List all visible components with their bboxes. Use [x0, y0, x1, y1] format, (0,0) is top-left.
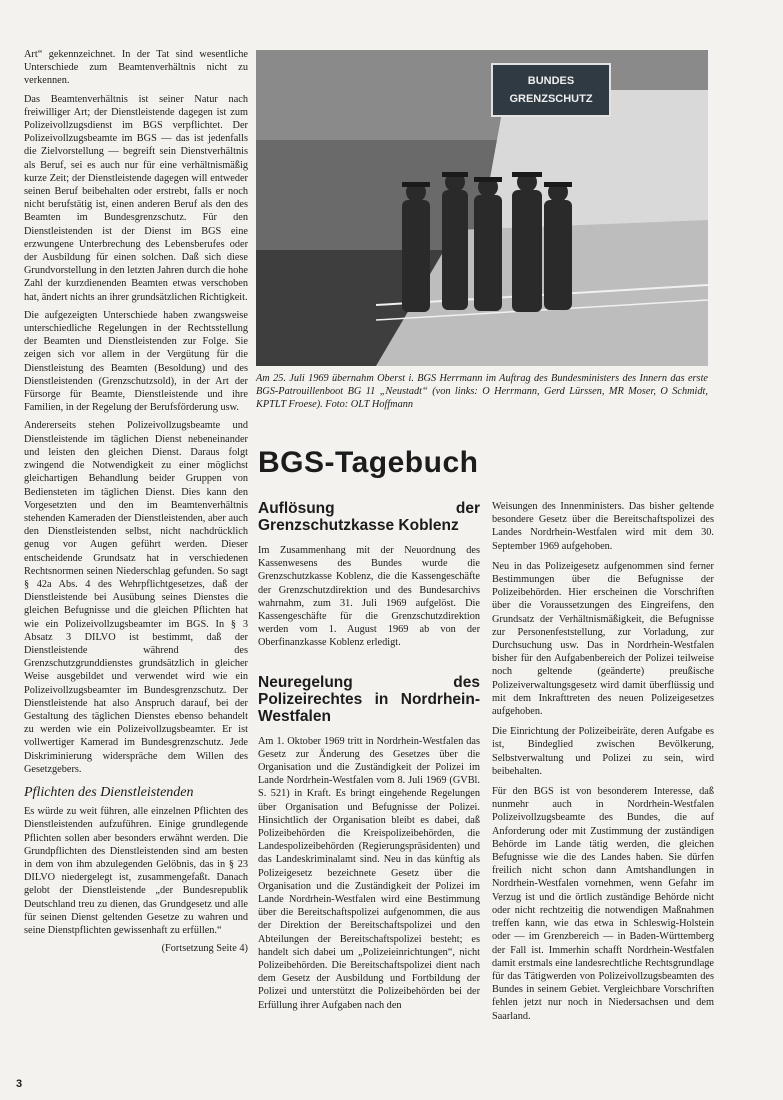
right-column: [492, 500, 714, 1030]
boat-photo: [256, 50, 708, 366]
article-paragraph: Für den BGS ist von besonderem Interesse, daß nunmehr auch in Nordrhein-Westfalen Polizeivollzugsbeamte des Bundes, die auf Anforderung oder mit Zustimmung der zuständigen Behörde im Lande tätig werden, die gleichen Befugnisse wie die des Landes haben. Sie dürfen freilich nicht schon dann Amtshandlungen in Nordrhein-Westfalen vornehmen, wenn Gefahr im Verzug ist und die örtlich zuständige Behörde nicht oder nicht rechtzeitig die notwendigen Maßnahmen treffen kann, wie das etwa in Schleswig-Holstein oder — im Grenzbereich — in Baden-Württemberg der Fall ist. Immerhin schafft Nordrhein-Westfalen damit erstmals eine landesrechtliche Rechtsgrundlage für das Tätigwerden von Polizeivollzugsbeamten des Bundes in seinem Gebiet. Vergleichbare Vorschriften fehlen jetzt nur noch in Niedersachsen und dem Saarland.: [492, 786, 714, 1022]
left-paragraph: Die aufgezeigten Unterschiede haben zwangsweise unterschiedliche Regelungen in der Rechtsstellung der Beamten und Dienstleistenden zur Folge. Sie zeigen sich vor allem in der Vergütung für die Dienstleistung des Beamten (Besoldung) und des Dienstleistenden (Grenzschutzsold), in der Art der Fürsorge für Beamte, Dienstleistende und ihre Familien, in der Regelung der Berufsförderung usw.: [24, 309, 248, 414]
article-paragraph: Die Einrichtung der Polizeibeiräte, deren Aufgabe es ist, Bindeglied zwischen Bevölkerung, Selbstverwaltung und Polizei zu sein, wird beibehalten.: [492, 726, 714, 777]
article-paragraph: Neu in das Polizeigesetz aufgenommen sind ferner Bestimmungen über die Befugnisse der Polizeibehörden. Hier erscheinen die Vorschriften über die Voraussetzungen des Eingreifens, den Grundsatz der Verhältnismäßigkeit, die Befugnisse zur Personenfeststellung, zur Vorladung, zur Durchsuchung usw. Das in Nordrhein-Westfalen bisher für den Aufgabenbereich der Polizei teilweise noch geltende (geänderte) preußische Polizeiverwaltungsgesetz wird damit überflüssig und mit dem Inkrafttreten des neuen Polizeigesetzes aufgehoben.: [492, 560, 714, 718]
page-number: 3: [16, 1078, 23, 1090]
middle-column: [258, 500, 480, 1019]
left-paragraph: Art“ gekennzeichnet. In der Tat sind wesentliche Unterschiede zum Beamtenverhältnis nicht zu verkennen.: [24, 49, 248, 87]
boat-sign-line2: GRENZSCHUTZ: [509, 93, 593, 105]
left-paragraph: Andererseits stehen Polizeivollzugsbeamte und Dienstleistende im täglichen Dienst nebeneinander und leisten den gleichen Dienst. Daraus folgt zwingend die Notwendigkeit zu einer möglichst gleichartigen Behandlung beider Gruppen von Bediensteten im täglichen Dienst. Dies kann den Vorgesetzten und den im Beamtenverhältnis stehenden Kameraden der Dienstleistenden, aber auch den Dienstleistenden selbst, nicht nachdrücklich genug vor Augen geführt werden. Dieser entscheidende Grundsatz hat in verschiedenen Rechtsnormen seinen Niederschlag gefunden. So sagt § 42a Abs. 4 des Wehrpflichtgesetzes, daß der Dienstleistende bei Ausübung seines Dienstes die gleichen Befugnisse und die gleichen Pflichten hat wie ein Polizeivollzugsbeamter im BGS. In § 3 Absatz 3 DILVO ist bestimmt, daß der Dienstleistende während des Grenzschutzgrunddienstes grundsätzlich in gleicher Weise ausgebildet und verwendet wird wie ein Polizeivollzugsbeamter im Bundesgrenzschutz. Der Dienstleistende hat also Anspruch darauf, bei der Gestaltung des täglichen Dienstes ebenso behandelt zu werden wie ein Polizeivollzugsbeamter. Er ist vollwertiger Kamerad im Bundesgrenzschutz. Jede Diskriminierung widerspräche dem Willen des Gesetzgebers.: [24, 420, 248, 775]
left-paragraph: Es würde zu weit führen, alle einzelnen Pflichten des Dienstleistenden aufzuführen. Einige grundlegende Pflichten sollen aber besonders erwähnt werden. Die Grundpflichten des Dienstleistenden sind am besten in dem von ihm abzulegenden Gelöbnis, das in § 23 DILVO niedergelegt ist, zusammengefaßt. Danach gelobt der Dienstleistende „der Bundesrepublik Deutschland treu zu dienen, das Grundgesetz und alle für seinen Dienst geltenden Gesetze zu wahren und seine Dienstpflichten gewissenhaft zu erfüllen.“: [24, 806, 248, 936]
left-paragraph: Das Beamtenverhältnis ist seiner Natur nach freiwilliger Art; der Dienstleistende dagegen ist zum Polizeivollzugsdienst im BGS verpflichtet. Der Polizeivollzugsbeamte im BGS — das ist jedenfalls die Zielvorstellung — begreift sein Dienstverhältnis als Beruf, sei es auch nur für eine verhältnismäßig kurze Zeit; der Dienstleistende dagegen will entweder seinen Beruf beibehalten oder erstrebt, falls er noch nicht berufstätig ist, einen anderen Beruf als den des Beamten im Bundesgrenzschutz. Für den Dienstleistenden ist der Dienst im BGS eine erzwungene Unterbrechung des Lebensberufes oder der Ausbildung für einen solchen. Daß sich diese Grundvorstellung in den letzten Jahren durch die hohe Zahl der kurzdienenden Beamten etwas verschoben hat, ändert nichts an ihrer grundsätzlichen Richtigkeit.: [24, 93, 248, 303]
article-heading: Auflösung der Grenzschutzkasse Koblenz: [258, 500, 480, 534]
boat-photo-illustration: [256, 50, 708, 366]
article-paragraph: Weisungen des Innenministers. Das bisher geltende besondere Gesetz über die Bereitschaftspolizei des Landes Nordrhein-Westfalen wird mit dem 30. September 1969 aufgehoben.: [492, 501, 714, 552]
left-column: [24, 48, 248, 960]
boat-sign-line1: BUNDES: [527, 75, 575, 87]
photo-caption: Am 25. Juli 1969 übernahm Oberst i. BGS Herrmann im Auftrag des Bundesministers des Innern das erste BGS-Patrouillenboot BG 11 „Neustadt“ (von links: O Herrmann, Gerd Lürssen, MR Moser, O Schmidt, KPTLT Froese). Foto: OLT Hoffmann: [256, 373, 708, 410]
left-subheading: Pflichten des Dienstleistenden: [24, 784, 194, 800]
article-paragraph: Im Zusammenhang mit der Neuordnung des Kassenwesens des Bundes wurde die Grenzschutzkasse Koblenz, die die Kassengeschäfte der Grenzschutzdirektion und des Bundesarchivs wahrnahm, zum 31. Juli 1969 aufgelöst. Die Kassengeschäfte für die Grenzschutzdirektion werden vom 1. August 1969 ab von der Oberfinanzkasse Koblenz erledigt.: [258, 545, 480, 649]
section-title: BGS-Tagebuch: [258, 446, 479, 479]
article-heading: Neuregelung des Polizeirechtes in Nordrhein-Westfalen: [258, 673, 480, 725]
continuation-note: (Fortsetzung Seite 4): [161, 943, 248, 955]
article-paragraph: Am 1. Oktober 1969 tritt in Nordrhein-Westfalen das Gesetz zur Änderung des Gesetzes über die Organisation und die Zuständigkeit der Polizei im Lande Nordrhein-Westfalen vom 8. Juli 1969 (GVBl. S. 521) in Kraft. Es bringt eingehende Regelungen über Organisation und Befugnisse der Polizei. Hinsichtlich der Organisation bleibt es dabei, daß Polizeibehörden die Kreispolizeibehörden, die Landespolizeibehörden (Regierungspräsidenten) und das Landeskriminalamt sind. Neu in das künftig als Polizeigesetz bezeichnete Gesetz über die Organisation und die Zuständigkeit der Polizei im Lande Nordrhein-Westfalen wird eine Bestimmung über die Bereitschaftspolizei aufgenommen, die aus der Direktion der Bereitschaftspolizei und den Abteilungen der Bereitschaftspolizei besteht; es handelt sich dabei um „Polizeieinrichtungen“, nicht Polizeibehörden. Die Bereitschaftspolizei dient nach dem Gesetz der Ausbildung und Fortbildung der Polizei und unterstützt die Polizeibehörden bei der Erfüllung ihrer Aufgaben nach den: [258, 735, 480, 1011]
